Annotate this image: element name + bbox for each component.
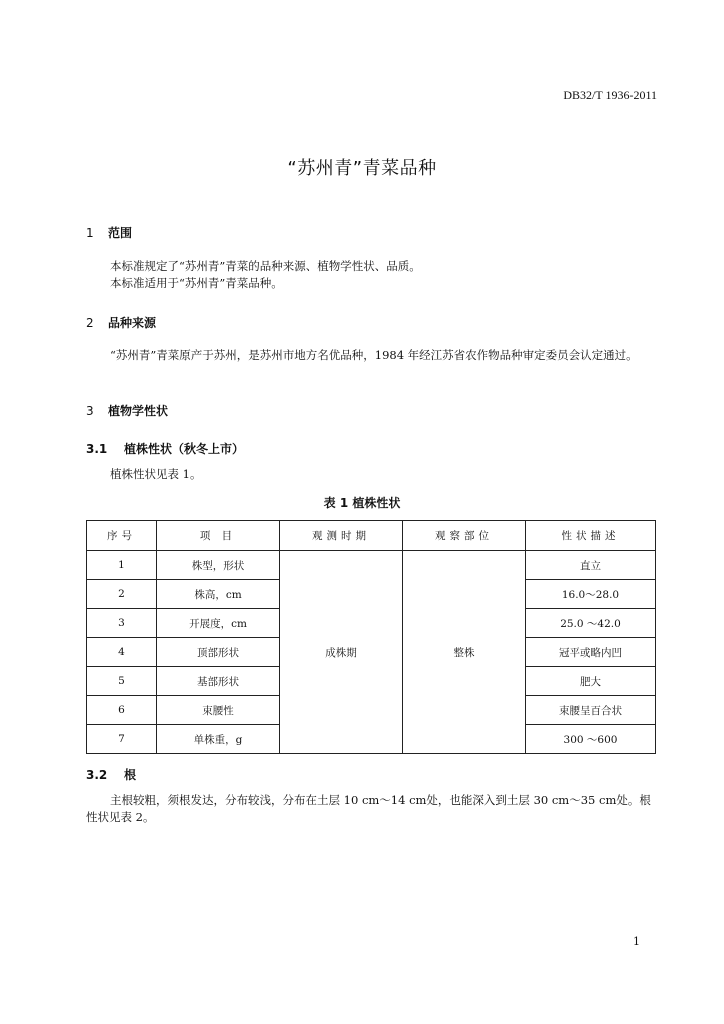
- trait-description: 冠平或略内凹: [526, 638, 656, 667]
- standard-code: DB32/T 1936-2011: [563, 88, 657, 102]
- section-number: 1: [86, 226, 94, 240]
- page-number: 1: [633, 935, 640, 948]
- row-number: 1: [87, 551, 157, 580]
- section-title: 植物学性状: [108, 404, 169, 418]
- trait-item: 株高，cm: [157, 580, 280, 609]
- section-3-1-heading: [86, 440, 244, 457]
- section-number: 3.2: [86, 768, 108, 782]
- column-header: 性状描述: [526, 521, 656, 551]
- row-number: 5: [87, 667, 157, 696]
- section-number: 2: [86, 316, 94, 330]
- trait-description: 300 ～600: [526, 725, 656, 754]
- document-title: “苏州青”青菜品种: [287, 158, 437, 179]
- row-number: 4: [87, 638, 157, 667]
- plant-traits-table: [86, 520, 656, 754]
- trait-item: 单株重，g: [157, 725, 280, 754]
- section-title: 植株性状（秋冬上市）: [124, 442, 245, 456]
- section-title: 根: [124, 768, 137, 782]
- column-header: 观察部位: [403, 521, 526, 551]
- paragraph-line: 本标准规定了“苏州青”青菜的品种来源、植物学性状、品质。: [110, 259, 421, 273]
- section-3-2-paragraph: 主根较粗，须根发达，分布较浅，分布在土层 10 cm～14 cm处，也能深入到土层 30 cm～35 cm处。根性状见表 2。: [86, 793, 651, 824]
- column-header: 序号: [87, 521, 157, 551]
- trait-item: 束腰性: [157, 696, 280, 725]
- table-caption: 表 1 植株性状: [323, 496, 401, 510]
- trait-description: 束腰呈百合状: [526, 696, 656, 725]
- section-1-body: [110, 258, 670, 292]
- section-3-heading: [86, 402, 168, 419]
- column-header: 观测时期: [280, 521, 403, 551]
- table-header-row: [87, 521, 656, 551]
- observation-part: 整株: [403, 551, 526, 754]
- section-number: 3: [86, 404, 94, 418]
- trait-item: 顶部形状: [157, 638, 280, 667]
- column-header: 项 目: [157, 521, 280, 551]
- trait-item: 开展度，cm: [157, 609, 280, 638]
- section-3-2-heading: [86, 766, 136, 783]
- section-number: 3.1: [86, 442, 108, 456]
- row-number: 3: [87, 609, 157, 638]
- row-number: 2: [87, 580, 157, 609]
- trait-description: 直立: [526, 551, 656, 580]
- section-2-heading: [86, 314, 156, 331]
- paragraph-line: 本标准适用于“苏州青”青菜品种。: [110, 276, 283, 290]
- section-title: 范围: [108, 226, 133, 240]
- trait-description: 肥大: [526, 667, 656, 696]
- table-row: [87, 551, 656, 580]
- section-title: 品种来源: [108, 316, 157, 330]
- observation-period: 成株期: [280, 551, 403, 754]
- section-2-paragraph: “苏州青”青菜原产于苏州，是苏州市地方名优品种，1984 年经江苏省农作物品种审定委员会认定通过。: [110, 348, 638, 362]
- trait-item: 株型，形状: [157, 551, 280, 580]
- trait-description: 16.0～28.0: [526, 580, 656, 609]
- section-3-1-paragraph: 植株性状见表 1。: [110, 467, 202, 481]
- trait-description: 25.0 ～42.0: [526, 609, 656, 638]
- trait-item: 基部形状: [157, 667, 280, 696]
- row-number: 7: [87, 725, 157, 754]
- section-1-heading: [86, 224, 132, 241]
- row-number: 6: [87, 696, 157, 725]
